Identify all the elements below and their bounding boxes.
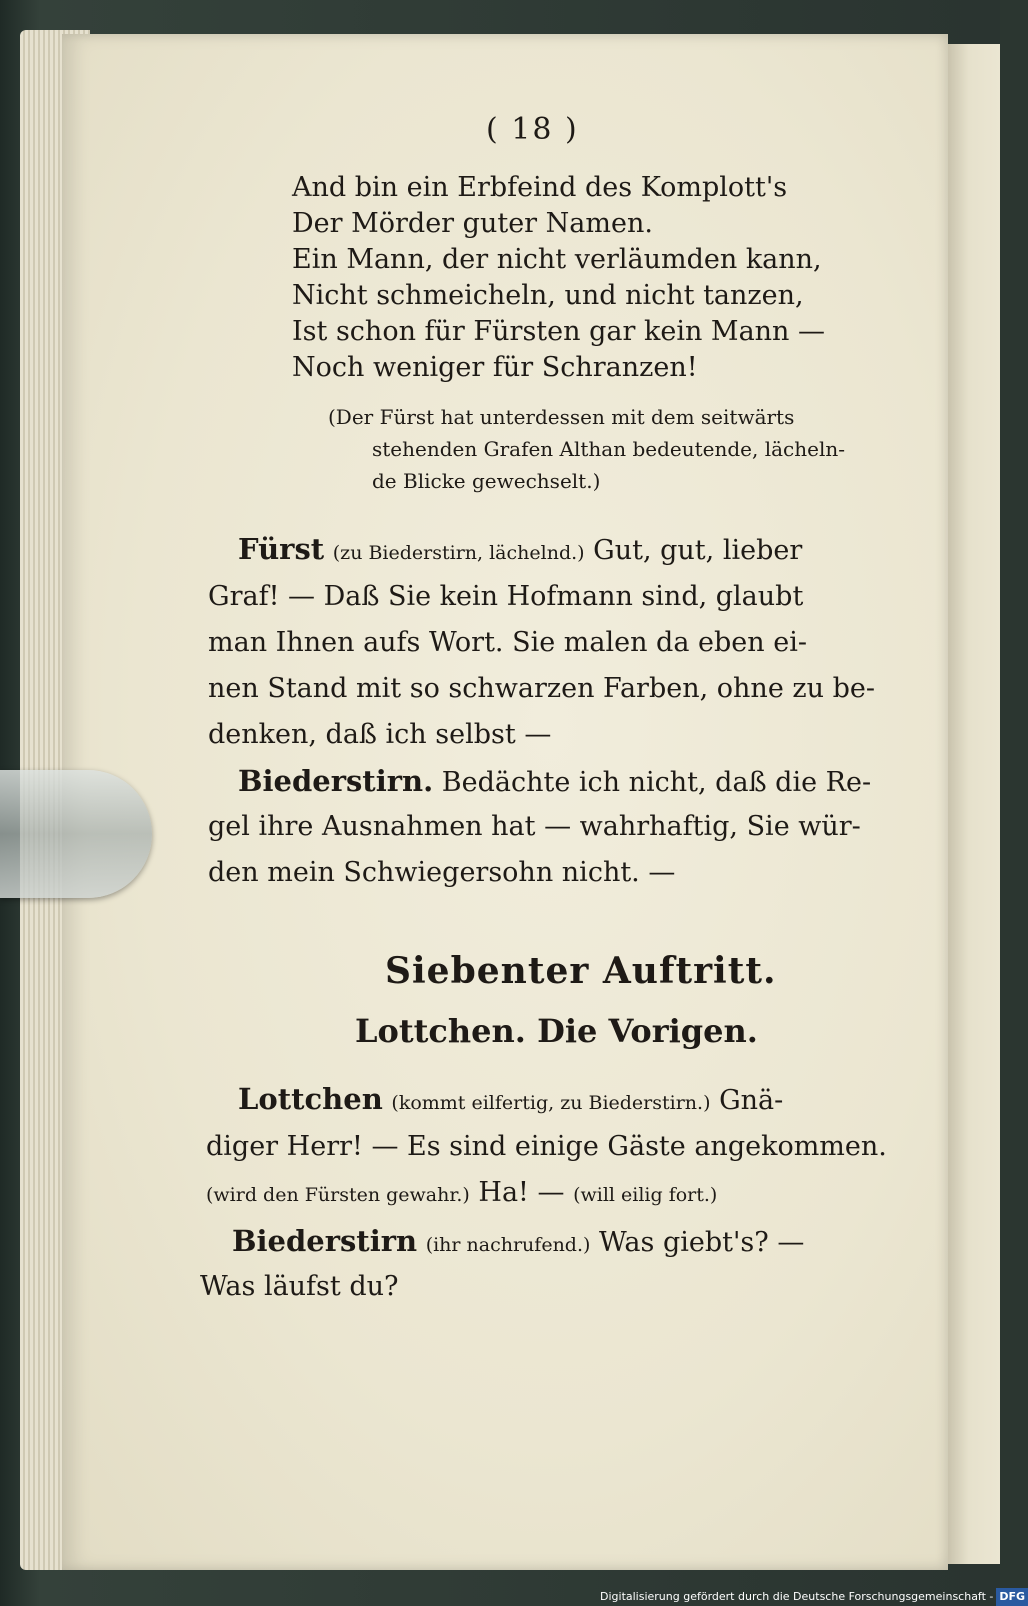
speech-text: Was giebt's? — bbox=[599, 1227, 805, 1258]
verse-line: And bin ein Erbfeind des Komplott's bbox=[292, 172, 788, 203]
cast-list: Lottchen. Die Vorigen. bbox=[355, 1012, 758, 1050]
speaker-name: Biederstirn. bbox=[238, 764, 434, 798]
speech-text: Ha! — bbox=[478, 1177, 565, 1208]
speech-text: Bedächte ich nicht, daß die Re- bbox=[441, 767, 872, 798]
speaker-name: Biederstirn bbox=[232, 1224, 418, 1258]
speech-line bbox=[232, 1222, 804, 1264]
stage-direction-line: de Blicke gewechselt.) bbox=[372, 469, 601, 493]
speech-line: gel ihre Ausnahmen hat — wahrhaftig, Sie wür- bbox=[208, 811, 861, 842]
speech-text: Gnä- bbox=[719, 1085, 784, 1116]
page-clip bbox=[0, 770, 152, 898]
speech-line bbox=[238, 530, 802, 572]
footer-credit bbox=[600, 1588, 1026, 1606]
stage-direction-line: (Der Fürst hat unterdessen mit dem seitwärts bbox=[328, 405, 795, 429]
verse-line: Der Mörder guter Namen. bbox=[292, 208, 653, 239]
verse-line: Ist schon für Fürsten gar kein Mann — bbox=[292, 316, 826, 347]
speech-line bbox=[238, 1080, 783, 1122]
speaker-name: Lottchen bbox=[238, 1082, 383, 1116]
verse-line: Nicht schmeicheln, und nicht tanzen, bbox=[292, 280, 804, 311]
verse-line: Ein Mann, der nicht verläumden kann, bbox=[292, 244, 822, 275]
speech-text: Gut, gut, lieber bbox=[593, 535, 803, 566]
page-number: ( 18 ) bbox=[486, 112, 579, 147]
stage-direction: (kommt eilfertig, zu Biederstirn.) bbox=[391, 1092, 711, 1114]
scene-title: Siebenter Auftritt. bbox=[385, 950, 777, 992]
speech-line: den mein Schwiegersohn nicht. — bbox=[208, 857, 676, 888]
speech-line: nen Stand mit so schwarzen Farben, ohne zu be- bbox=[208, 673, 875, 704]
speech-line: Graf! — Daß Sie kein Hofmann sind, glaubt bbox=[208, 581, 804, 612]
stage-direction: (zu Biederstirn, lächelnd.) bbox=[332, 542, 585, 564]
stage-direction-line: stehenden Grafen Althan bedeutende, lächeln- bbox=[372, 437, 846, 461]
dfg-logo: DFG bbox=[996, 1588, 1028, 1606]
speech-line: denken, daß ich selbst — bbox=[208, 719, 552, 750]
speech-line bbox=[206, 1174, 717, 1214]
footer-text: Digitalisierung gefördert durch die Deutsche Forschungsgemeinschaft - bbox=[600, 1590, 994, 1603]
speaker-name: Fürst bbox=[238, 532, 325, 566]
verse-line: Noch weniger für Schranzen! bbox=[292, 352, 698, 383]
stage-direction: (ihr nachrufend.) bbox=[425, 1234, 591, 1256]
speech-line: Was läufst du? bbox=[200, 1271, 399, 1302]
stage-direction: (will eilig fort.) bbox=[573, 1184, 718, 1206]
stage-direction: (wird den Fürsten gewahr.) bbox=[206, 1184, 470, 1206]
facing-page-edge bbox=[948, 44, 1000, 1564]
speech-line: diger Herr! — Es sind einige Gäste angekommen. bbox=[206, 1131, 887, 1162]
speech-line: man Ihnen aufs Wort. Sie malen da eben ei- bbox=[208, 627, 807, 658]
speech-line bbox=[238, 762, 871, 802]
